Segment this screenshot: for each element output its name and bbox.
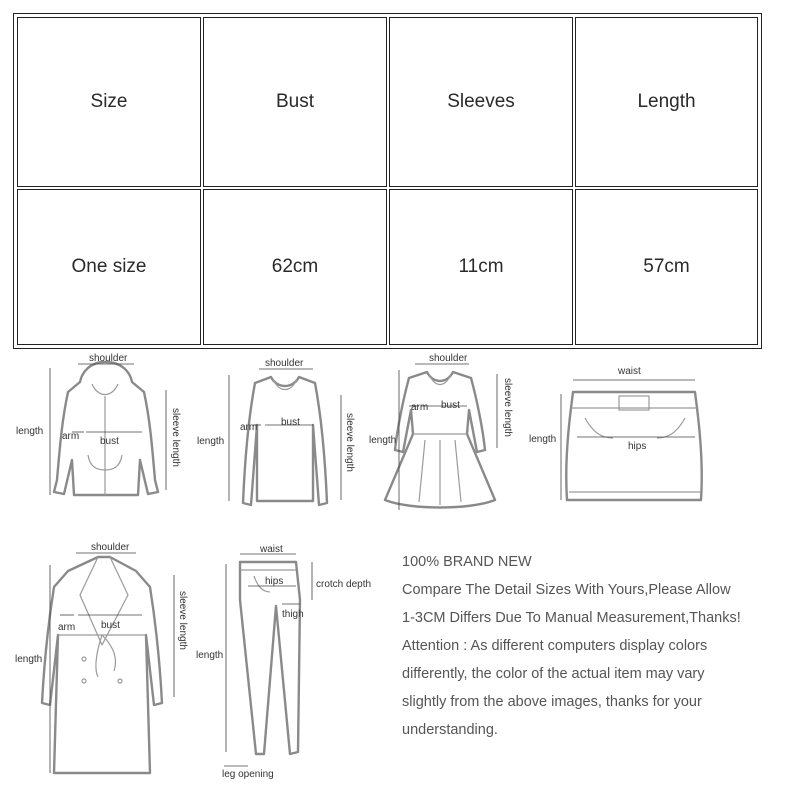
- header-sleeves: Sleeves: [389, 17, 573, 187]
- header-bust: Bust: [203, 17, 387, 187]
- dress-diagram: [365, 350, 535, 520]
- dress-sleeve-length-label: sleeve length: [502, 378, 513, 437]
- coat-bust-label: bust: [101, 620, 120, 631]
- note-color-variation: differently, the color of the actual item may vary: [402, 666, 705, 682]
- header-size: Size: [17, 17, 201, 187]
- note-attention-colors: Attention : As different computers display colors: [402, 638, 708, 654]
- dress-length-label: length: [369, 435, 397, 446]
- skirt-length-label: length: [529, 434, 557, 445]
- dress-arm-label: arm: [411, 402, 429, 413]
- sweater-sleeve-length-label: sleeve length: [344, 413, 355, 472]
- hoodie-bust-label: bust: [100, 436, 119, 447]
- note-brand-new: 100% BRAND NEW: [402, 554, 532, 570]
- dress-shoulder-label: shoulder: [429, 353, 468, 364]
- note-thanks: slightly from the above images, thanks for your: [402, 694, 702, 710]
- cell-bust-value: 62cm: [203, 189, 387, 345]
- sweater-length-label: length: [197, 436, 225, 447]
- cell-size-value: One size: [17, 189, 201, 345]
- pants-length-label: length: [196, 650, 224, 661]
- hoodie-shoulder-label: shoulder: [89, 353, 128, 364]
- pants-thigh-label: thigh: [282, 609, 304, 620]
- hoodie-diagram: [10, 350, 200, 520]
- note-measurement-tolerance: 1-3CM Differs Due To Manual Measurement,Thanks!: [402, 610, 741, 626]
- coat-diagram: [10, 535, 200, 785]
- cell-length-value: 57cm: [575, 189, 758, 345]
- note-compare-sizes: Compare The Detail Sizes With Yours,Please Allow: [402, 582, 731, 598]
- sweater-arm-label: arm: [240, 422, 258, 433]
- hoodie-arm-label: arm: [62, 431, 80, 442]
- hoodie-length-label: length: [16, 426, 44, 437]
- skirt-waist-label: waist: [618, 366, 641, 377]
- pants-waist-label: waist: [260, 544, 283, 555]
- note-understanding: understanding.: [402, 722, 498, 738]
- dress-bust-label: bust: [441, 400, 460, 411]
- pants-hips-label: hips: [265, 576, 284, 587]
- sweater-bust-label: bust: [281, 417, 300, 428]
- coat-sleeve-length-label: sleeve length: [177, 591, 188, 650]
- skirt-diagram: [525, 360, 715, 520]
- skirt-hips-label: hips: [628, 441, 647, 452]
- cell-sleeves-value: 11cm: [389, 189, 573, 345]
- size-table: [13, 13, 762, 349]
- coat-arm-label: arm: [58, 622, 76, 633]
- pants-diagram: [190, 540, 390, 790]
- sweater-shoulder-label: shoulder: [265, 358, 304, 369]
- pants-crotch-depth-label: crotch depth: [316, 579, 372, 590]
- coat-shoulder-label: shoulder: [91, 542, 130, 553]
- header-length: Length: [575, 17, 758, 187]
- sweater-diagram: [195, 355, 375, 515]
- coat-length-label: length: [15, 654, 43, 665]
- pants-leg-opening-label: leg opening: [222, 769, 274, 780]
- hoodie-sleeve-length-label: sleeve length: [170, 408, 181, 467]
- product-notes: [402, 548, 792, 744]
